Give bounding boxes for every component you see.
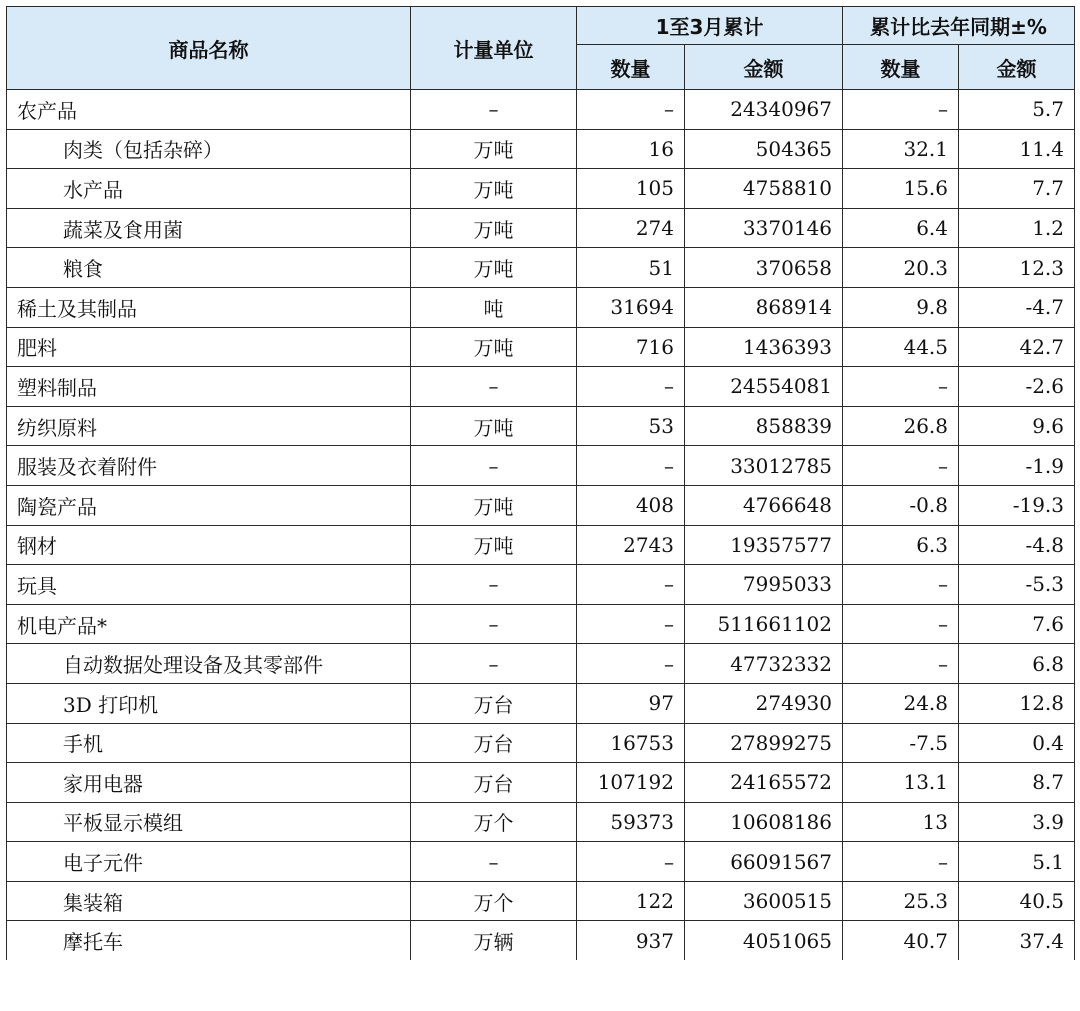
commodity-name-cell: 肉类（包括杂碎） — [7, 129, 411, 169]
amount-change-cell: -4.8 — [959, 525, 1075, 565]
commodity-name-cell: 手机 — [7, 723, 411, 763]
amount-change-cell: -5.3 — [959, 565, 1075, 605]
quantity-change-cell: 9.8 — [843, 287, 959, 327]
commodity-name-cell: 摩托车 — [7, 921, 411, 960]
amount-cell: 24165572 — [685, 763, 843, 803]
quantity-cell: 274 — [577, 208, 685, 248]
unit-cell: – — [411, 565, 577, 605]
commodity-name-cell: 稀土及其制品 — [7, 287, 411, 327]
table-row — [7, 881, 1075, 921]
quantity-change-cell: 44.5 — [843, 327, 959, 367]
amount-cell: 504365 — [685, 129, 843, 169]
unit-cell: – — [411, 446, 577, 486]
commodity-name-cell: 机电产品* — [7, 604, 411, 644]
quantity-change-cell: 32.1 — [843, 129, 959, 169]
amount-cell: 24554081 — [685, 367, 843, 407]
commodity-name-cell: 纺织原料 — [7, 406, 411, 446]
amount-change-cell: -1.9 — [959, 446, 1075, 486]
amount-cell: 19357577 — [685, 525, 843, 565]
table-row — [7, 129, 1075, 169]
unit-cell: – — [411, 367, 577, 407]
quantity-cell: 51 — [577, 248, 685, 288]
header-cumulative: 1至3月累计 — [577, 7, 843, 45]
table-row — [7, 683, 1075, 723]
unit-cell: 万吨 — [411, 208, 577, 248]
commodity-name-cell: 电子元件 — [7, 842, 411, 882]
amount-cell: 4758810 — [685, 169, 843, 209]
quantity-cell: 122 — [577, 881, 685, 921]
amount-change-cell: 42.7 — [959, 327, 1075, 367]
quantity-change-cell: 15.6 — [843, 169, 959, 209]
amount-change-cell: 7.7 — [959, 169, 1075, 209]
quantity-change-cell: – — [843, 644, 959, 684]
commodity-name-cell: 塑料制品 — [7, 367, 411, 407]
table-body — [7, 90, 1075, 961]
amount-cell: 4766648 — [685, 485, 843, 525]
commodity-name-cell: 水产品 — [7, 169, 411, 209]
quantity-change-cell: 13.1 — [843, 763, 959, 803]
commodity-name-cell: 集装箱 — [7, 881, 411, 921]
commodity-name-cell: 玩具 — [7, 565, 411, 605]
table-row — [7, 604, 1075, 644]
quantity-cell: 105 — [577, 169, 685, 209]
commodity-name-cell: 肥料 — [7, 327, 411, 367]
table-row — [7, 406, 1075, 446]
quantity-change-cell: -0.8 — [843, 485, 959, 525]
unit-cell: 万台 — [411, 763, 577, 803]
amount-change-cell: 7.6 — [959, 604, 1075, 644]
quantity-cell: – — [577, 446, 685, 486]
unit-cell: 吨 — [411, 287, 577, 327]
commodity-name-cell: 平板显示模组 — [7, 802, 411, 842]
quantity-cell: 16753 — [577, 723, 685, 763]
unit-cell: 万吨 — [411, 406, 577, 446]
header-yoy-change: 累计比去年同期±% — [843, 7, 1075, 45]
commodity-name-cell: 钢材 — [7, 525, 411, 565]
quantity-cell: 59373 — [577, 802, 685, 842]
amount-cell: 511661102 — [685, 604, 843, 644]
commodity-name-cell: 粮食 — [7, 248, 411, 288]
unit-cell: 万辆 — [411, 921, 577, 960]
quantity-cell: – — [577, 90, 685, 130]
unit-cell: – — [411, 604, 577, 644]
table-row — [7, 90, 1075, 130]
amount-change-cell: 6.8 — [959, 644, 1075, 684]
unit-cell: 万吨 — [411, 248, 577, 288]
quantity-change-cell: – — [843, 565, 959, 605]
unit-cell: 万个 — [411, 802, 577, 842]
table-row — [7, 565, 1075, 605]
amount-change-cell: 8.7 — [959, 763, 1075, 803]
unit-cell: 万个 — [411, 881, 577, 921]
amount-cell: 868914 — [685, 287, 843, 327]
quantity-cell: – — [577, 367, 685, 407]
amount-change-cell: 5.1 — [959, 842, 1075, 882]
quantity-cell: 2743 — [577, 525, 685, 565]
amount-cell: 47732332 — [685, 644, 843, 684]
quantity-cell: 97 — [577, 683, 685, 723]
unit-cell: 万吨 — [411, 129, 577, 169]
amount-change-cell: 12.8 — [959, 683, 1075, 723]
quantity-cell: 16 — [577, 129, 685, 169]
amount-cell: 3370146 — [685, 208, 843, 248]
quantity-cell: – — [577, 644, 685, 684]
amount-cell: 33012785 — [685, 446, 843, 486]
table-row — [7, 208, 1075, 248]
amount-cell: 7995033 — [685, 565, 843, 605]
amount-cell: 4051065 — [685, 921, 843, 960]
table-row — [7, 644, 1075, 684]
unit-cell: 万吨 — [411, 169, 577, 209]
amount-change-cell: -2.6 — [959, 367, 1075, 407]
table-row — [7, 169, 1075, 209]
amount-change-cell: 12.3 — [959, 248, 1075, 288]
table-row — [7, 367, 1075, 407]
quantity-change-cell: 13 — [843, 802, 959, 842]
table-row — [7, 802, 1075, 842]
quantity-cell: – — [577, 604, 685, 644]
table-row — [7, 763, 1075, 803]
table-row — [7, 842, 1075, 882]
commodity-name-cell: 自动数据处理设备及其零部件 — [7, 644, 411, 684]
quantity-change-cell: – — [843, 367, 959, 407]
quantity-change-cell: 24.8 — [843, 683, 959, 723]
table-row — [7, 525, 1075, 565]
unit-cell: 万吨 — [411, 327, 577, 367]
quantity-change-cell: – — [843, 842, 959, 882]
amount-change-cell: -19.3 — [959, 485, 1075, 525]
quantity-change-cell: 26.8 — [843, 406, 959, 446]
quantity-change-cell: -7.5 — [843, 723, 959, 763]
quantity-cell: 716 — [577, 327, 685, 367]
table-row — [7, 248, 1075, 288]
quantity-change-cell: – — [843, 90, 959, 130]
amount-cell: 858839 — [685, 406, 843, 446]
commodity-name-cell: 服装及衣着附件 — [7, 446, 411, 486]
unit-cell: 万台 — [411, 683, 577, 723]
table-row — [7, 921, 1075, 960]
amount-cell: 66091567 — [685, 842, 843, 882]
header-unit: 计量单位 — [411, 7, 577, 90]
amount-change-cell: 3.9 — [959, 802, 1075, 842]
amount-change-cell: -4.7 — [959, 287, 1075, 327]
table-header — [7, 7, 1075, 90]
quantity-change-cell: 6.3 — [843, 525, 959, 565]
quantity-cell: 107192 — [577, 763, 685, 803]
amount-change-cell: 40.5 — [959, 881, 1075, 921]
amount-cell: 1436393 — [685, 327, 843, 367]
unit-cell: – — [411, 842, 577, 882]
amount-change-cell: 11.4 — [959, 129, 1075, 169]
commodity-name-cell: 家用电器 — [7, 763, 411, 803]
quantity-change-cell: – — [843, 604, 959, 644]
amount-cell: 370658 — [685, 248, 843, 288]
amount-change-cell: 5.7 — [959, 90, 1075, 130]
amount-change-cell: 37.4 — [959, 921, 1075, 960]
quantity-cell: 937 — [577, 921, 685, 960]
unit-cell: 万吨 — [411, 525, 577, 565]
amount-cell: 10608186 — [685, 802, 843, 842]
unit-cell: 万台 — [411, 723, 577, 763]
quantity-change-cell: 25.3 — [843, 881, 959, 921]
header-cumulative-quantity: 数量 — [577, 45, 685, 90]
header-yoy-amount: 金额 — [959, 45, 1075, 90]
commodity-name-cell: 农产品 — [7, 90, 411, 130]
unit-cell: – — [411, 90, 577, 130]
amount-cell: 3600515 — [685, 881, 843, 921]
quantity-cell: 31694 — [577, 287, 685, 327]
unit-cell: 万吨 — [411, 485, 577, 525]
table-row — [7, 287, 1075, 327]
quantity-cell: 53 — [577, 406, 685, 446]
table-row — [7, 485, 1075, 525]
header-yoy-quantity: 数量 — [843, 45, 959, 90]
quantity-change-cell: 20.3 — [843, 248, 959, 288]
quantity-cell: – — [577, 842, 685, 882]
quantity-change-cell: 6.4 — [843, 208, 959, 248]
table-row — [7, 723, 1075, 763]
table-row — [7, 446, 1075, 486]
export-commodity-table — [6, 6, 1075, 960]
amount-cell: 27899275 — [685, 723, 843, 763]
commodity-name-cell: 3D 打印机 — [7, 683, 411, 723]
header-commodity-name: 商品名称 — [7, 7, 411, 90]
amount-cell: 274930 — [685, 683, 843, 723]
amount-change-cell: 9.6 — [959, 406, 1075, 446]
commodity-name-cell: 陶瓷产品 — [7, 485, 411, 525]
unit-cell: – — [411, 644, 577, 684]
quantity-cell: 408 — [577, 485, 685, 525]
amount-cell: 24340967 — [685, 90, 843, 130]
amount-change-cell: 0.4 — [959, 723, 1075, 763]
commodity-name-cell: 蔬菜及食用菌 — [7, 208, 411, 248]
table-row — [7, 327, 1075, 367]
quantity-change-cell: 40.7 — [843, 921, 959, 960]
quantity-change-cell: – — [843, 446, 959, 486]
header-cumulative-amount: 金额 — [685, 45, 843, 90]
amount-change-cell: 1.2 — [959, 208, 1075, 248]
quantity-cell: – — [577, 565, 685, 605]
